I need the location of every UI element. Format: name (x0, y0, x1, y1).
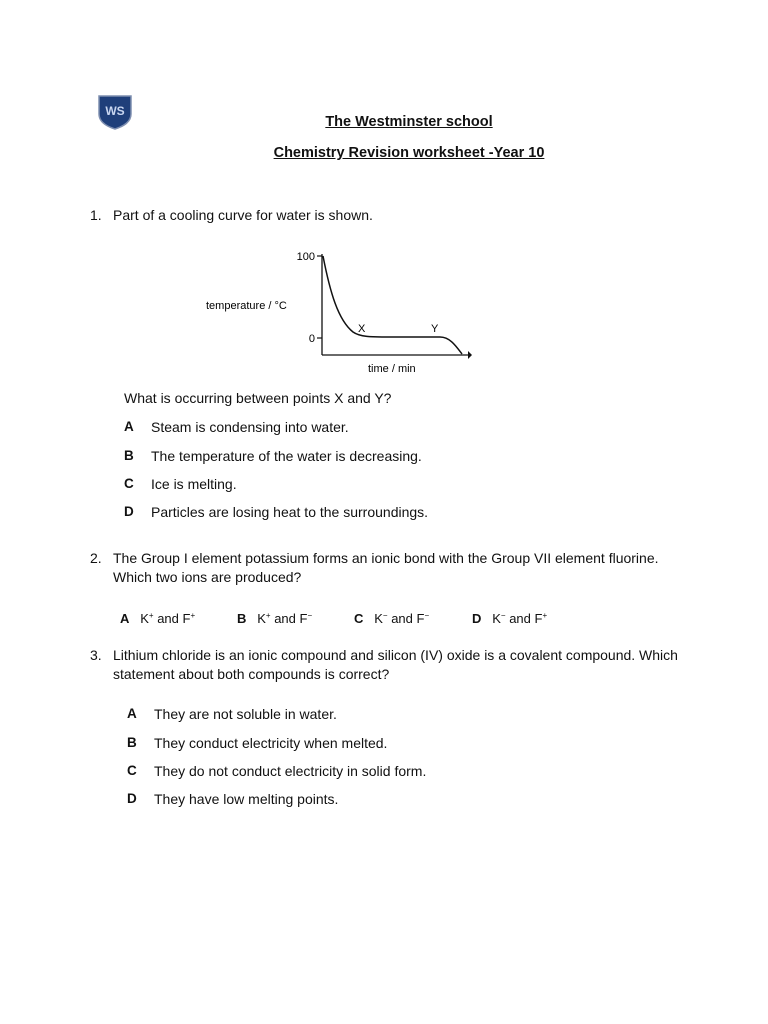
logo-text: WS (105, 104, 125, 118)
q2-option-c-f: F (416, 611, 425, 626)
q2-option-c-and: and (391, 611, 413, 626)
q2-option-b-and: and (274, 611, 296, 626)
q3-option-a-text: They are not soluble in water. (154, 706, 337, 722)
x-axis-arrow (468, 351, 472, 359)
q2-option-c-k: K (374, 611, 383, 626)
q2-option-d (472, 611, 547, 626)
q1-option-d-letter: D (124, 504, 134, 519)
question-2-text-line1: The Group I element potassium forms an ionic bond with the Group VII element fluorine. (113, 550, 659, 566)
y-tick-label-100: 100 (296, 251, 315, 263)
question-3-text-line1: Lithium chloride is an ionic compound and silicon (IV) oxide is a covalent compound. Which (113, 647, 678, 663)
question-2-text-line2: Which two ions are produced? (113, 569, 302, 585)
q3-option-d-letter: D (127, 791, 137, 806)
cooling-curve-line (323, 256, 462, 354)
q2-option-c-f-charge: − (424, 611, 430, 620)
question-2-number: 2. (90, 550, 102, 566)
q2-option-a (120, 611, 195, 626)
point-y-label: Y (431, 323, 439, 335)
point-x-label: X (358, 323, 366, 335)
q1-option-b-letter: B (124, 448, 134, 463)
q3-option-b-text: They conduct electricity when melted. (154, 735, 388, 751)
q2-option-a-letter: A (120, 611, 130, 626)
worksheet-title: Chemistry Revision worksheet -Year 10 (273, 145, 545, 161)
cooling-curve-graph (200, 242, 490, 382)
q2-option-a-f-charge: + (190, 611, 196, 620)
q2-option-a-k: K (140, 611, 149, 626)
q2-option-b-f-charge: − (307, 611, 313, 620)
q1-option-c-letter: C (124, 476, 134, 491)
q2-option-d-and: and (509, 611, 531, 626)
y-axis-label: temperature / °C (206, 300, 287, 312)
question-3-number: 3. (90, 647, 102, 663)
q2-option-d-f-charge: + (542, 611, 548, 620)
q2-option-a-k-charge: + (148, 611, 154, 620)
q2-option-a-f: F (182, 611, 191, 626)
school-title: The Westminster school (325, 114, 493, 130)
q2-option-b-letter: B (237, 611, 247, 626)
q2-option-d-letter: D (472, 611, 482, 626)
q2-option-c (354, 611, 429, 626)
q2-option-b-k: K (257, 611, 266, 626)
q2-option-d-k-charge: − (500, 611, 506, 620)
q2-option-d-k: K (492, 611, 501, 626)
q2-option-b-f: F (299, 611, 308, 626)
q2-option-a-and: and (157, 611, 179, 626)
y-tick-label-0: 0 (308, 333, 315, 345)
q1-option-a-text: Steam is condensing into water. (151, 419, 349, 435)
q2-option-b-k-charge: + (265, 611, 271, 620)
q2-option-d-f: F (534, 611, 543, 626)
question-1-text: Part of a cooling curve for water is shown. (113, 207, 373, 223)
q2-option-b (237, 611, 312, 626)
q3-option-c-letter: C (127, 763, 137, 778)
q1-option-a-letter: A (124, 419, 134, 434)
q1-option-b-text: The temperature of the water is decreasing. (151, 448, 422, 464)
q3-option-a-letter: A (127, 706, 137, 721)
q3-option-c-text: They do not conduct electricity in solid form. (154, 763, 427, 779)
q3-option-d-text: They have low melting points. (154, 791, 339, 807)
q3-option-b-letter: B (127, 735, 137, 750)
q1-option-d-text: Particles are losing heat to the surroundings. (151, 504, 429, 520)
q1-option-c-text: Ice is melting. (151, 476, 237, 492)
question-1-prompt: What is occurring between points X and Y? (124, 390, 392, 406)
q2-option-c-k-charge: − (382, 611, 388, 620)
x-axis-label: time / min (368, 363, 416, 375)
question-1-number: 1. (90, 207, 102, 223)
q2-option-c-letter: C (354, 611, 364, 626)
question-3-text-line2: statement about both compounds is correct? (113, 666, 390, 682)
